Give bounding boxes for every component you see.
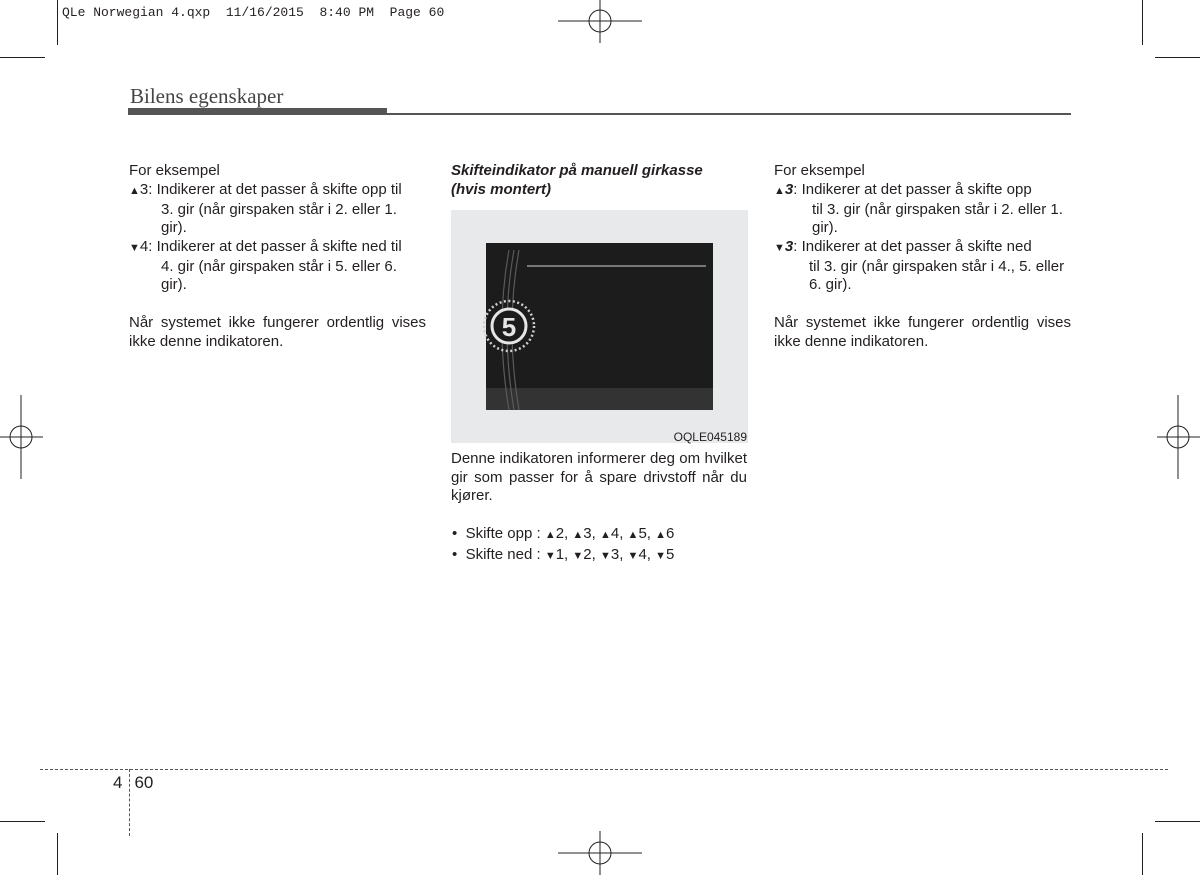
list-item-downshift: • Skifte ned : ▼1, ▼2, ▼3, ▼4, ▼5 bbox=[452, 546, 675, 563]
shift-list bbox=[452, 524, 674, 566]
section-title: Bilens egenskaper bbox=[130, 84, 284, 108]
up-arrow-icon: ▲ bbox=[774, 185, 785, 197]
gear-number: 5 bbox=[501, 312, 517, 342]
right-intro: For eksempel bbox=[774, 162, 865, 179]
instrument-display-illustration bbox=[451, 210, 748, 443]
list-item-upshift: • Skifte opp : ▲2, ▲3, ▲4, ▲5, ▲6 bbox=[452, 525, 675, 542]
header-rule-thick bbox=[128, 108, 387, 115]
right-item-down: ▼3: Indikerer at det passer å skifte ned til 3. gir (når girspaken står i 4., 5. eller 6. gir). bbox=[774, 238, 1065, 293]
right-item-up: ▲3: Indikerer at det passer å skifte opp til 3. gir (når girspaken står i 2. eller 1. gir). bbox=[774, 181, 1063, 236]
down-arrow-icon: ▼ bbox=[774, 242, 785, 254]
down-arrow-icon: ▼ bbox=[129, 242, 140, 254]
description: Denne indikatoren informerer deg om hvilket gir som passer for å spare drivstoff når du kjører. bbox=[451, 450, 747, 504]
print-slug: QLe Norwegian 4.qxp 11/16/2015 8:40 PM Page 60 bbox=[62, 5, 445, 20]
right-note: Når systemet ikke fungerer ordentlig vises ikke denne indikatoren. bbox=[774, 314, 1071, 350]
left-intro: For eksempel bbox=[129, 162, 220, 179]
cluster-figure bbox=[451, 210, 748, 443]
page-number: 4 60 bbox=[113, 773, 154, 792]
left-item-up: ▲3: Indikerer at det passer å skifte opp til 3. gir (når girspaken står i 2. eller 1. gir). bbox=[129, 181, 402, 236]
subsection-heading: Skifteindikator på manuell girkasse (hvis montert) bbox=[451, 162, 703, 198]
footer-rule bbox=[40, 769, 1168, 770]
header-rule-thin bbox=[387, 113, 1071, 115]
up-arrow-icon: ▲ bbox=[129, 185, 140, 197]
left-note: Når systemet ikke fungerer ordentlig vises ikke denne indikatoren. bbox=[129, 314, 426, 350]
figure-code: OQLE045189 bbox=[673, 430, 747, 444]
left-item-down: ▼4: Indikerer at det passer å skifte ned til 4. gir (når girspaken står i 5. eller 6. gir). bbox=[129, 238, 402, 293]
